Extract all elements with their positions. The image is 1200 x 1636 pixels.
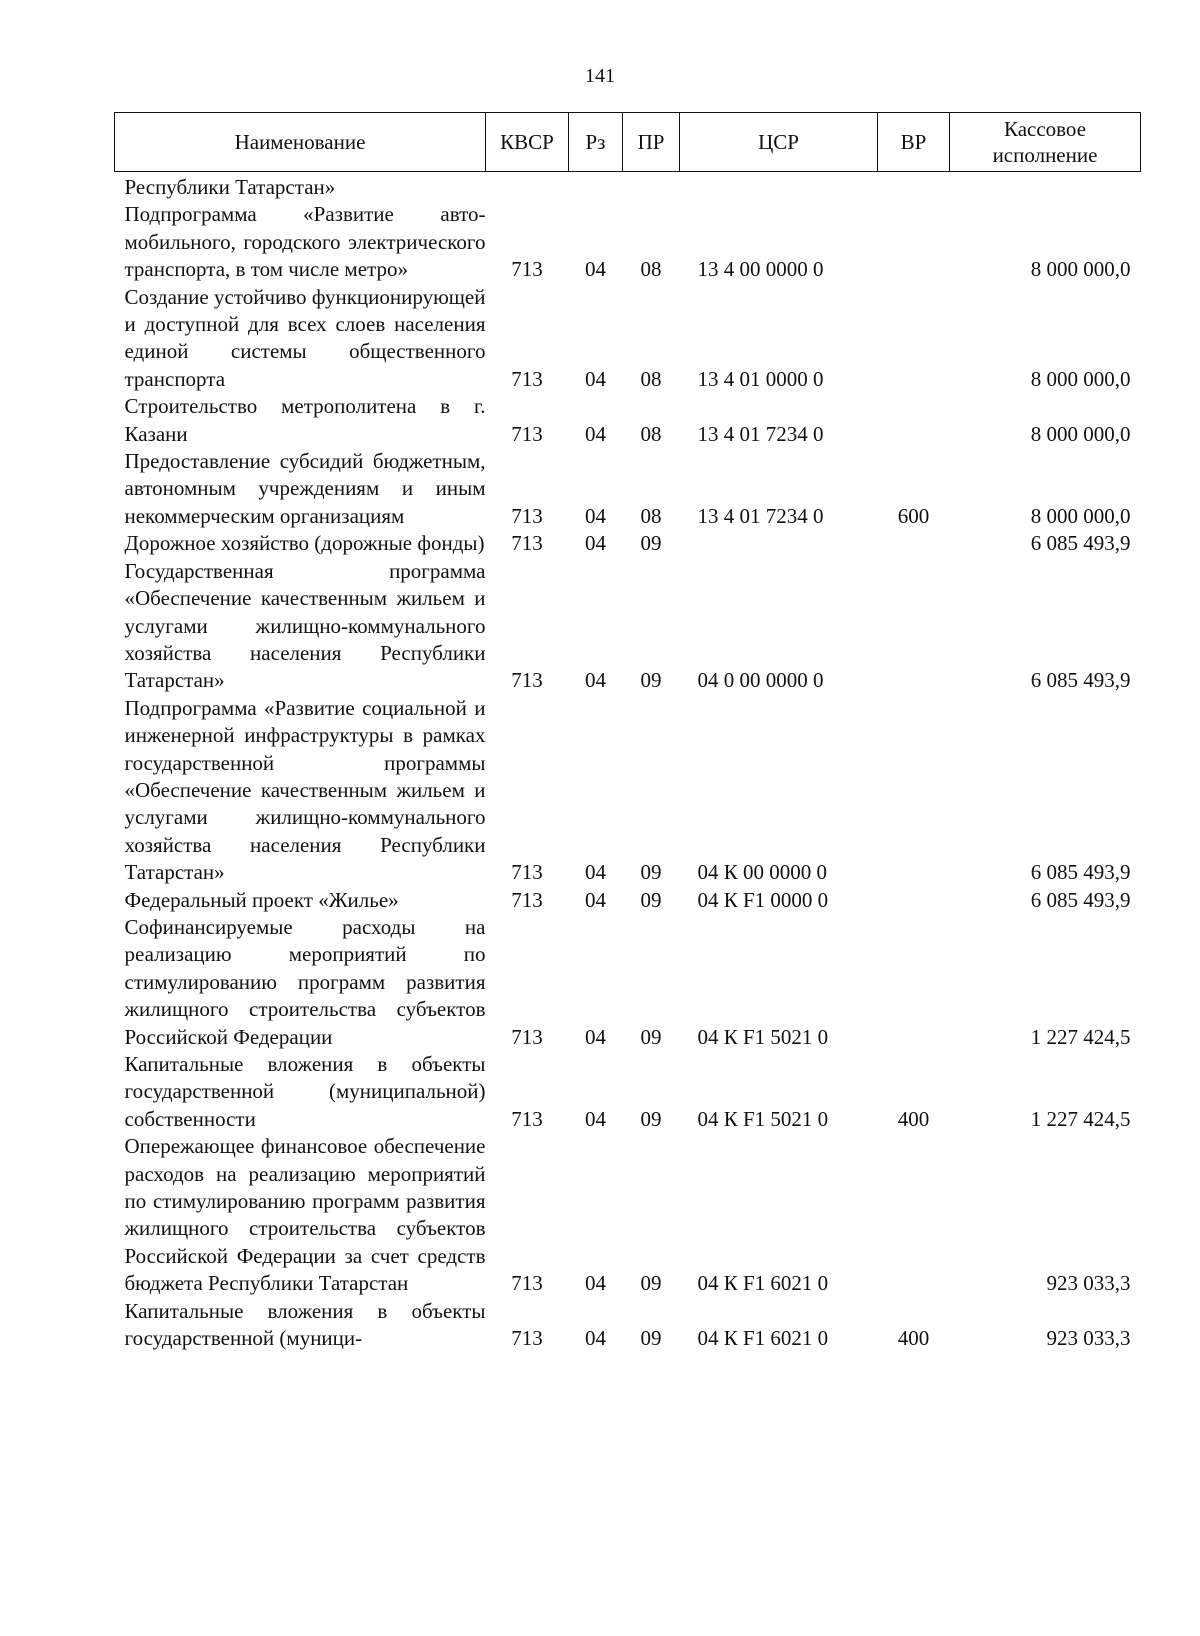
table-row xyxy=(115,695,1141,887)
cell-name: Софинансируемые расходы на реализацию мероприятий по стимулированию программ развития жилищного строительства субъектов Российской Федерации xyxy=(124,914,486,1049)
cell-csr: 04 К F1 5021 0 xyxy=(697,1024,829,1049)
cell-pr xyxy=(623,172,680,202)
cell-csr: 04 К F1 0000 0 xyxy=(697,887,829,912)
cell-vr xyxy=(878,530,950,557)
cell-rz: 04 xyxy=(585,503,606,528)
cell-csr xyxy=(680,172,878,202)
cell-rz: 04 xyxy=(585,668,606,693)
header-pr: ПР xyxy=(623,113,680,172)
cell-pr: 08 xyxy=(640,257,662,282)
cell-csr: 04 К F1 6021 0 xyxy=(697,1326,829,1351)
cell-vr: 600 xyxy=(897,503,930,528)
cell-rz xyxy=(569,172,623,202)
header-kvsr: КВСР xyxy=(486,113,569,172)
page-number: 141 xyxy=(585,65,615,87)
cell-vr xyxy=(878,393,950,448)
cell-exec: 8 000 000,0 xyxy=(1030,257,1131,282)
cell-exec: 6 085 493,9 xyxy=(1030,531,1131,556)
cell-name: Подпрограмма «Развитие социальной и инженерной инфраструктуры в рамках государственной программы «Обеспечение качественным жильем и услугами жилищно-коммунального хозяйства населения Республики Татарстан» xyxy=(124,695,486,885)
cell-rz: 04 xyxy=(585,257,606,282)
cell-name: Предоставление субсидий бюджетным, автономным учреждениям и иным некоммерческим организациям xyxy=(124,449,486,528)
cell-pr: 09 xyxy=(640,1106,662,1131)
cell-pr: 09 xyxy=(640,887,662,912)
cell-csr: 04 К F1 5021 0 xyxy=(697,1106,829,1131)
cell-vr xyxy=(878,1133,950,1297)
cell-csr: 13 4 01 7234 0 xyxy=(697,421,824,446)
cell-kvsr: 713 xyxy=(511,668,543,693)
cell-pr: 09 xyxy=(640,860,662,885)
cell-name: Республики Татарстан» xyxy=(124,175,336,199)
cell-kvsr xyxy=(486,172,569,202)
cell-exec: 923 033,3 xyxy=(1046,1326,1131,1351)
cell-rz: 04 xyxy=(585,1271,606,1296)
cell-vr xyxy=(878,695,950,887)
cell-exec: 6 085 493,9 xyxy=(1030,668,1131,693)
cell-rz: 04 xyxy=(585,421,606,446)
cell-name: Дорожное хозяйство (дорожные фонды) xyxy=(124,531,485,556)
table-row xyxy=(115,201,1141,283)
cell-vr xyxy=(878,201,950,283)
cell-name: Опережающее финансовое обеспечение расходов на реализацию мероприятий по стимулированию программ развития жилищного строительства субъектов Российской Федерации за счет средств бюджета Республики Татарстан xyxy=(124,1134,486,1296)
cell-kvsr: 713 xyxy=(511,860,543,885)
cell-vr xyxy=(878,887,950,914)
cell-vr xyxy=(878,558,950,695)
cell-pr: 09 xyxy=(640,668,662,693)
cell-csr xyxy=(680,530,878,557)
table-row xyxy=(115,530,1141,557)
table-row xyxy=(115,393,1141,448)
header-exec: Кассовое исполнение xyxy=(950,113,1141,172)
cell-kvsr: 713 xyxy=(511,257,543,282)
cell-name: Государственная программа «Обеспечение качественным жильем и услугами жилищно-коммунального хозяйства населения Республики Татарстан» xyxy=(124,558,486,693)
table-row xyxy=(115,172,1141,202)
cell-name: Строительство метрополитена в г. Казани xyxy=(124,394,486,446)
header-vr: ВР xyxy=(878,113,950,172)
header-csr: ЦСР xyxy=(680,113,878,172)
cell-exec: 8 000 000,0 xyxy=(1030,503,1131,528)
table-row xyxy=(115,914,1141,1051)
header-name: Наименование xyxy=(115,113,486,172)
budget-table xyxy=(114,112,1141,1352)
cell-kvsr: 713 xyxy=(511,1326,543,1351)
cell-rz: 04 xyxy=(585,366,606,391)
cell-exec: 923 033,3 xyxy=(1046,1271,1131,1296)
cell-csr: 13 4 01 7234 0 xyxy=(697,503,824,528)
cell-vr xyxy=(878,914,950,1051)
cell-csr: 04 К F1 6021 0 xyxy=(697,1271,829,1296)
cell-pr: 09 xyxy=(640,1271,662,1296)
cell-vr xyxy=(878,284,950,394)
cell-kvsr: 713 xyxy=(511,1106,543,1131)
table-row xyxy=(115,284,1141,394)
cell-kvsr: 713 xyxy=(511,1024,543,1049)
cell-pr: 08 xyxy=(640,366,662,391)
cell-pr: 09 xyxy=(640,531,662,556)
cell-rz: 04 xyxy=(585,531,606,556)
table-row xyxy=(115,558,1141,695)
cell-rz: 04 xyxy=(585,1024,606,1049)
cell-pr: 09 xyxy=(640,1326,662,1351)
table-row xyxy=(115,1051,1141,1133)
cell-rz: 04 xyxy=(585,1106,606,1131)
cell-vr xyxy=(878,172,950,202)
cell-name: Создание устойчиво функционирующей и доступной для всех слоев населения единой системы общественного транспорта xyxy=(124,284,486,391)
cell-exec: 8 000 000,0 xyxy=(1030,421,1131,446)
cell-rz: 04 xyxy=(585,887,606,912)
cell-name: Капитальные вложения в объекты государственной (муниципальной) собственности xyxy=(124,1052,486,1131)
cell-exec xyxy=(950,172,1141,202)
cell-exec: 6 085 493,9 xyxy=(1030,887,1131,912)
cell-csr: 04 0 00 0000 0 xyxy=(697,668,824,693)
cell-vr: 400 xyxy=(897,1326,930,1351)
cell-kvsr: 713 xyxy=(511,531,543,556)
cell-kvsr: 713 xyxy=(511,366,543,391)
table-body xyxy=(115,172,1141,1353)
table-row xyxy=(115,1133,1141,1297)
cell-exec: 8 000 000,0 xyxy=(1030,366,1131,391)
header-rz: Рз xyxy=(569,113,623,172)
table-header xyxy=(115,113,1141,172)
cell-pr: 08 xyxy=(640,503,662,528)
cell-pr: 09 xyxy=(640,1024,662,1049)
cell-rz: 04 xyxy=(585,860,606,885)
cell-csr: 13 4 01 0000 0 xyxy=(697,366,824,391)
cell-kvsr: 713 xyxy=(511,1271,543,1296)
cell-exec: 1 227 424,5 xyxy=(1030,1106,1131,1131)
cell-csr: 13 4 00 0000 0 xyxy=(697,257,824,282)
cell-pr: 08 xyxy=(640,421,662,446)
cell-kvsr: 713 xyxy=(511,503,543,528)
cell-vr: 400 xyxy=(897,1106,930,1131)
cell-name: Капитальные вложения в объекты государственной (муници- xyxy=(124,1298,486,1351)
cell-exec: 6 085 493,9 xyxy=(1030,860,1131,885)
cell-exec: 1 227 424,5 xyxy=(1030,1024,1131,1049)
table-row xyxy=(115,1298,1141,1353)
cell-kvsr: 713 xyxy=(511,421,543,446)
cell-rz: 04 xyxy=(585,1326,606,1351)
cell-csr: 04 К 00 0000 0 xyxy=(697,860,828,885)
table-row xyxy=(115,448,1141,530)
cell-name: Федеральный проект «Жилье» xyxy=(124,887,399,912)
table-row xyxy=(115,887,1141,914)
cell-name: Подпрограмма «Развитие автомобильного, городского электрического транспорта, в том числе метро» xyxy=(124,202,486,282)
cell-kvsr: 713 xyxy=(511,887,543,912)
